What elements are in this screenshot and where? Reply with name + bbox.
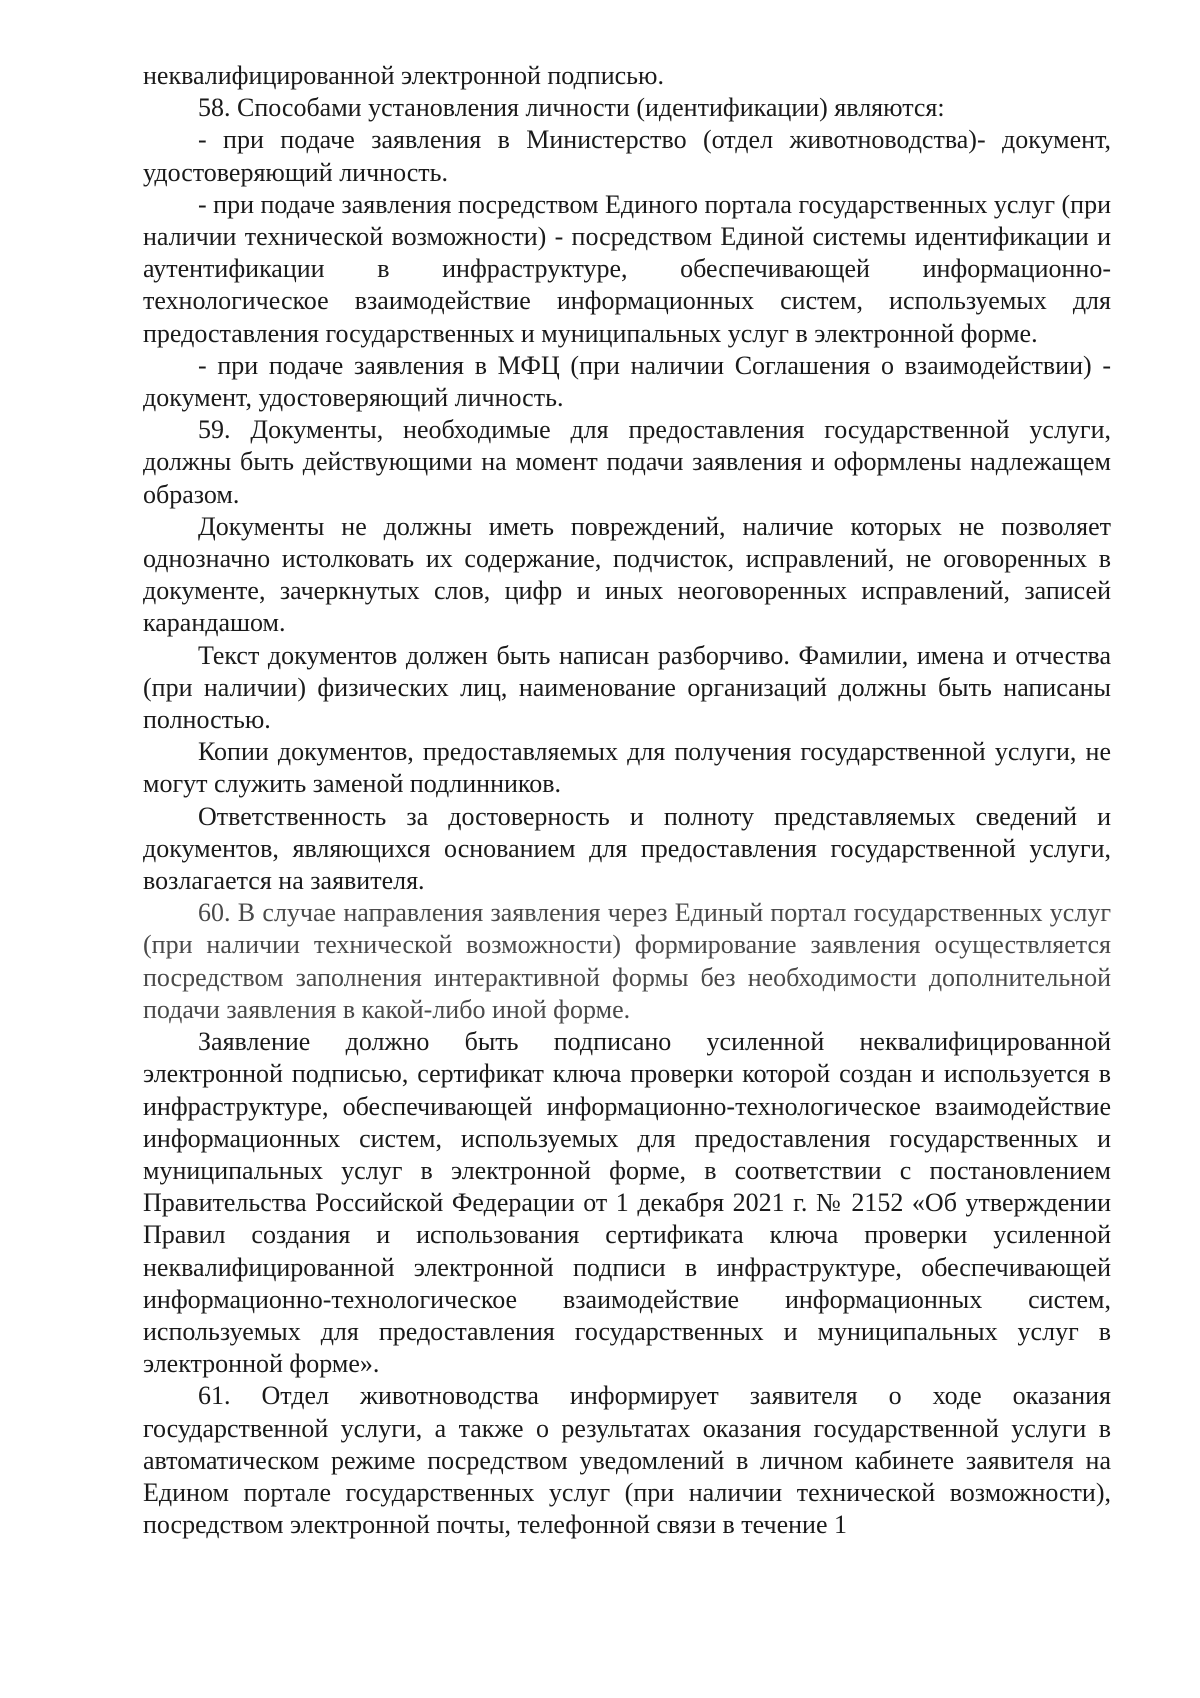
paragraph-damage: Документы не должны иметь повреждений, наличие которых не позволяет однозначно истолковать их содержание, подчисток, исправлений, не оговоренных в документе, зачеркнутых слов, цифр и иных неоговоренных исправлений, записей карандашом. (143, 511, 1111, 638)
document-page (143, 60, 1111, 1541)
paragraph-legibility: Текст документов должен быть написан разборчиво. Фамилии, имена и отчества (при наличии) физических лиц, наименование организаций должны быть написаны полностью. (143, 640, 1111, 735)
paragraph-copies: Копии документов, предоставляемых для получения государственной услуги, не могут служить заменой подлинников. (143, 737, 1111, 799)
paragraph-58: 58. Способами установления личности (идентификации) являются: (198, 93, 945, 123)
paragraph-61: 61. Отдел животноводства информирует заявителя о ходе оказания государственной услуги, а также о результатах оказания государственной услуги в автоматическом режиме посредством уведомлений в личном кабинете заявителя на Едином портале государственных услуг (при наличии технической возможности), посредством электронной почты, телефонной связи в течение 1 (143, 1381, 1111, 1540)
paragraph-59: 59. Документы, необходимые для предоставления государственной услуги, должны быть действующими на момент подачи заявления и оформлены надлежащем образом. (143, 415, 1111, 509)
paragraph-signature: Заявление должно быть подписано усиленной неквалифицированной электронной подписью, сертификат ключа проверки которой создан и используется в инфраструктуре, обеспечивающей информационно-технологическое взаимодействие информационных систем, используемых для предоставления государственных и муниципальных услуг в электронной форме, в соответствии с постановлением Правительства Российской Федерации от 1 декабря 2021 г. № 2152 «Об утверждении Правил создания и использования сертификата ключа проверки усиленной неквалифицированной электронной подписи в инфраструктуре, обеспечивающей информационно-технологическое взаимодействие информационных систем, используемых для предоставления государственных и муниципальных услуг в электронной форме». (143, 1027, 1111, 1379)
list-item-ministry: - при подаче заявления в Министерство (отдел животноводства)- документ, удостоверяющий личность. (143, 125, 1111, 187)
paragraph-responsibility: Ответственность за достоверность и полноту представляемых сведений и документов, являющихся основанием для предоставления государственной услуги, возлагается на заявителя. (143, 801, 1111, 896)
list-item-portal: - при подаче заявления посредством Единого портала государственных услуг (при наличии технической возможности) - посредством Единой системы идентификации и аутентификации в инфраструктуре, обеспечивающей информационно-технологическое взаимодействие информационных систем, используемых для предоставления государственных и муниципальных услуг в электронной форме. (143, 189, 1111, 348)
list-item-mfc: - при подаче заявления в МФЦ (при наличии Соглашения о взаимодействии) - документ, удостоверяющий личность. (143, 350, 1111, 413)
paragraph-60: 60. В случае направления заявления через Единый портал государственных услуг (при наличии технической возможности) формирование заявления осуществляется посредством заполнения интерактивной формы без необходимости дополнительной подачи заявления в какой-либо иной форме. (143, 898, 1111, 1024)
paragraph-continuation: неквалифицированной электронной подписью. (143, 61, 664, 90)
